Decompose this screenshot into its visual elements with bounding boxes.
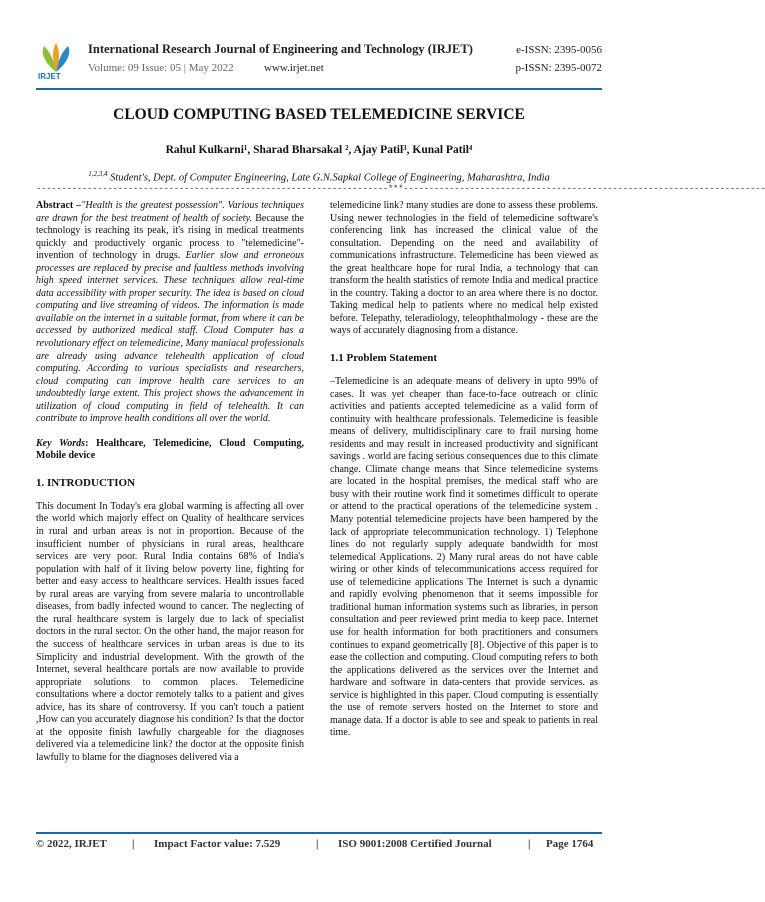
keywords-label: Key Words [36,437,86,449]
paper-title: CLOUD COMPUTING BASED TELEMEDICINE SERVICE [113,106,525,123]
website-link[interactable]: www.irjet.net [264,62,324,74]
abstract-text-3: Earlier slow and erroneous processes are replaced by precise and faultless methods involving high speed internet services. These techniques allow real-time data accessibility with proper security. The idea is based on cloud computing and live streaming of videos. The information is made available on the internet in a suitable format, from where it can be accessed by authorized medical staff. Cloud Computer has a revolutionary effect on telemedicine, Many maniacal professionals are already using advance telehealth application of cloud computing. According to various specialists and researchers, cloud computing can improve health care services to an undoubtedly large extent. This project shows the advancement in utilization of cloud computing in field of telehealth. It can contribute to improve health conditions all over the world. [36,250,304,425]
affiliation-superscript: 1,2,3,4 [88,170,108,178]
footer-iso: ISO 9001:2008 Certified Journal [338,838,492,850]
section-separator: ---------------------------------------------------------------------***----------------------------------------------------------------------- [36,184,765,194]
footer-separator: | [132,838,135,850]
header-divider [36,88,602,90]
introduction-text: This document In Today's era global warming is affecting all over the world which majorly effect on Quality of healthcare services in rural and urban areas is not in proportion. Because of the insufficient number of physicians in rural areas, healthcare services are very poor. Rural India contains 68% of India's population with half of it living below poverty line, fighting for better and easy access to healthcare services. Health issues faced by rural areas are varying from severe malaria to uncontrollable diseases, from badly infected wound to cancer. The neglecting of the rural healthcare system is largely due to lack of specialist doctors in the rural sector. On the other hand, the major reason for the success of healthcare services in urban areas is due to its Simplicity and industrial development. With the growth of the Internet, several healthcare portals are now available to provide appropriate solutions to common places. Telemedicine consultations where a doctor remotely talks to a patient and gives advice, has its share of controversy. If you can't touch a patient ,How can you accurately diagnose his condition? Is that the doctor at the opposite finish lawfully chargeable for the diagnoses delivered via a telemedicine link? the doctor at the opposite finish lawfully to blame for the diagnoses delivered via a [36,500,304,763]
abstract [36,200,304,426]
footer-separator: | [528,838,531,850]
footer-divider [36,832,602,834]
footer-page-number: Page 1764 [546,838,594,850]
left-column [36,200,304,764]
p-issn: p-ISSN: 2395-0072 [515,62,602,74]
logo-text: IRJET [38,72,61,81]
problem-statement-heading: 1.1 Problem Statement [330,352,438,365]
introduction-continued: telemedicine link? many studies are done to assess these problems. Using newer technologies in the field of telemedicine software's conferencing link has increased the clinical value of the consultation. Depending on the need and availability of communications infrastructure. Telemedicine has been viewed as the great healthcare hope for rural India, a technology that can transform the health statistics of remote India and medical practice in the country. Taking a doctor to an area where there is no doctor. Taking medical help to patients where no medical help existed before. Telepathy, teleradiology, teleophthalmology - these are the ways of accurately diagnosing from a distance. [330,200,598,337]
footer-impact-factor: Impact Factor value: 7.529 [154,838,281,850]
right-column [330,200,598,740]
keywords [36,438,304,463]
abstract-text-1: "Health is the greatest possession". Various techniques are drawn for the best treatment of health of society. [36,200,304,224]
irjet-logo-icon [36,42,76,86]
volume-row [88,62,324,74]
e-issn: e-ISSN: 2395-0056 [516,44,602,56]
introduction-heading: 1. INTRODUCTION [36,476,136,489]
journal-header [36,42,602,88]
journal-name: International Research Journal of Engineering and Technology (IRJET) [88,42,473,56]
abstract-label: Abstract – [36,200,82,211]
paper-authors: Rahul Kulkarni¹, Sharad Bharsakal ², Ajay Patil³, Kunal Patil⁴ [165,144,473,156]
keywords-list: : Healthcare, Telemedicine, Cloud Computing, Mobile device [36,437,304,462]
footer-copyright: © 2022, IRJET [36,838,107,850]
footer-separator: | [316,838,319,850]
volume-issue: Volume: 09 Issue: 05 | May 2022 [88,62,234,74]
paper-affiliation [0,170,638,184]
affiliation-text: Student's, Dept. of Computer Engineering, Late G.N.Sapkal College of Engineering, Maharashtra, India [110,172,550,184]
problem-statement-text: –Telemedicine is an adequate means of delivery in upto 99% of cases. It was yet cheaper than face-to-face outreach or clinic activities and patients accepted telemedicine as a valid form of continuity with healthcare professionals. Telemedicine is feasible means of delivery, multidisciplinary care to frail nursing home residents and may result in increased productivity and significant savings . world are facing serious consequences due to this climate change. Climate change means that Since telemedicine systems are located in the hospital premises, the medical staff who are busy with their routine work find it sometimes difficult to operate or attend to the practical operations of the telemedicine system . Many potential telemedicine projects have been hampered by the lack of appropriate telecommunication technology. 1) Telephone lines do not regularly supply adequate bandwidth for most telemedical Applications. 2) Many rural areas do not have cable wiring or other kinds of telecommunications access required for use of telemedicine applications The Internet is such a dynamic and rapidly evolving phenomenon that it seems impossible for traditional human information systems such as libraries, in person consultation and peer reviewed print media to keep pace. Internet use for health information for both practitioners and consumers continues to expand geometrically [8]. Objective of this paper is to ease the collection and computing. Cloud computing refers to both the applications delivered as the services over the Internet and hardware and software in data-centers that provide services. as service is highlighted in this paper. Cloud computing is essentially the use of remote servers hosted on the Internet to store and manage data. If a doctor is able to see and speak to patients in real time. [330,376,598,739]
abstract-text-2: Because the technology is reaching its peak, it's rising in medical treatments quickly and productively organic process to "telemedicine"-invention of technology in drugs. [36,212,304,262]
